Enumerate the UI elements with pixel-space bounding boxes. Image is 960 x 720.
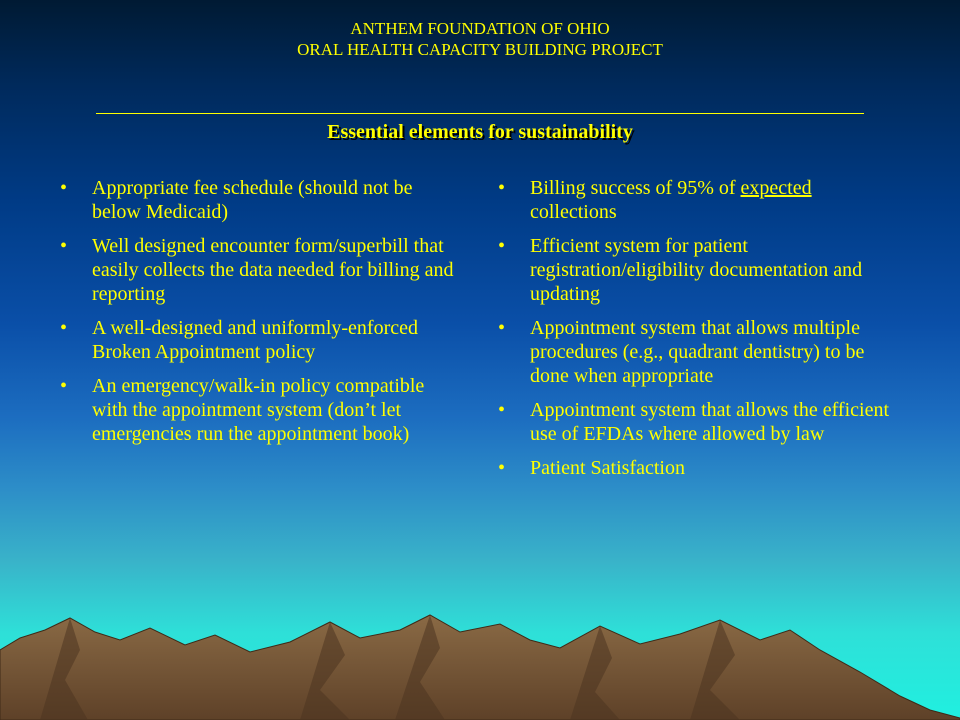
header-line-2: ORAL HEALTH CAPACITY BUILDING PROJECT [297,40,663,59]
billing-text-suffix: collections [530,201,617,223]
list-item [498,176,898,224]
bullet-icon: • [60,177,68,199]
list-item-text [530,177,812,223]
right-column [498,176,898,490]
header-line-1: ANTHEM FOUNDATION OF OHIO [350,19,610,38]
list-item [498,234,898,306]
list-item-text: Patient Satisfaction [530,457,685,479]
bullet-icon: • [498,317,506,339]
list-item [498,316,898,388]
list-item-text: A well-designed and uniformly-enforced Broken Appointment policy [92,317,419,363]
list-item [60,374,460,446]
list-item [498,398,898,446]
left-bullet-list [60,176,460,446]
bullet-icon: • [60,317,68,339]
bullet-icon: • [498,177,506,199]
list-item [60,234,460,306]
mountain-range-illustration [0,610,960,720]
list-item-text: Appointment system that allows multiple procedures (e.g., quadrant dentistry) to be done when appropriate [530,317,865,387]
slide-subtitle: Essential elements for sustainability [327,121,633,143]
billing-text-prefix: Billing success of 95% of [530,177,741,199]
bullet-icon: • [498,457,506,479]
header-divider [96,113,864,114]
list-item-text: Efficient system for patient registration/eligibility documentation and updating [530,235,863,305]
list-item-text: Appropriate fee schedule (should not be below Medicaid) [92,177,413,223]
bullet-icon: • [60,235,68,257]
slide-header [0,18,960,60]
bullet-icon: • [498,399,506,421]
list-item-text: Well designed encounter form/superbill that easily collects the data needed for billing and reporting [92,235,454,305]
left-column [60,176,460,456]
list-item [60,316,460,364]
right-bullet-list [498,176,898,480]
bullet-icon: • [60,375,68,397]
bullet-icon: • [498,235,506,257]
list-item [498,456,898,480]
list-item-text: An emergency/walk-in policy compatible with the appointment system (don’t let emergencies run the appointment book) [92,375,425,445]
mountain-silhouette [0,615,960,720]
list-item-text: Appointment system that allows the efficient use of EFDAs where allowed by law [530,399,890,445]
billing-underlined-word: expected [740,177,812,199]
list-item [60,176,460,224]
